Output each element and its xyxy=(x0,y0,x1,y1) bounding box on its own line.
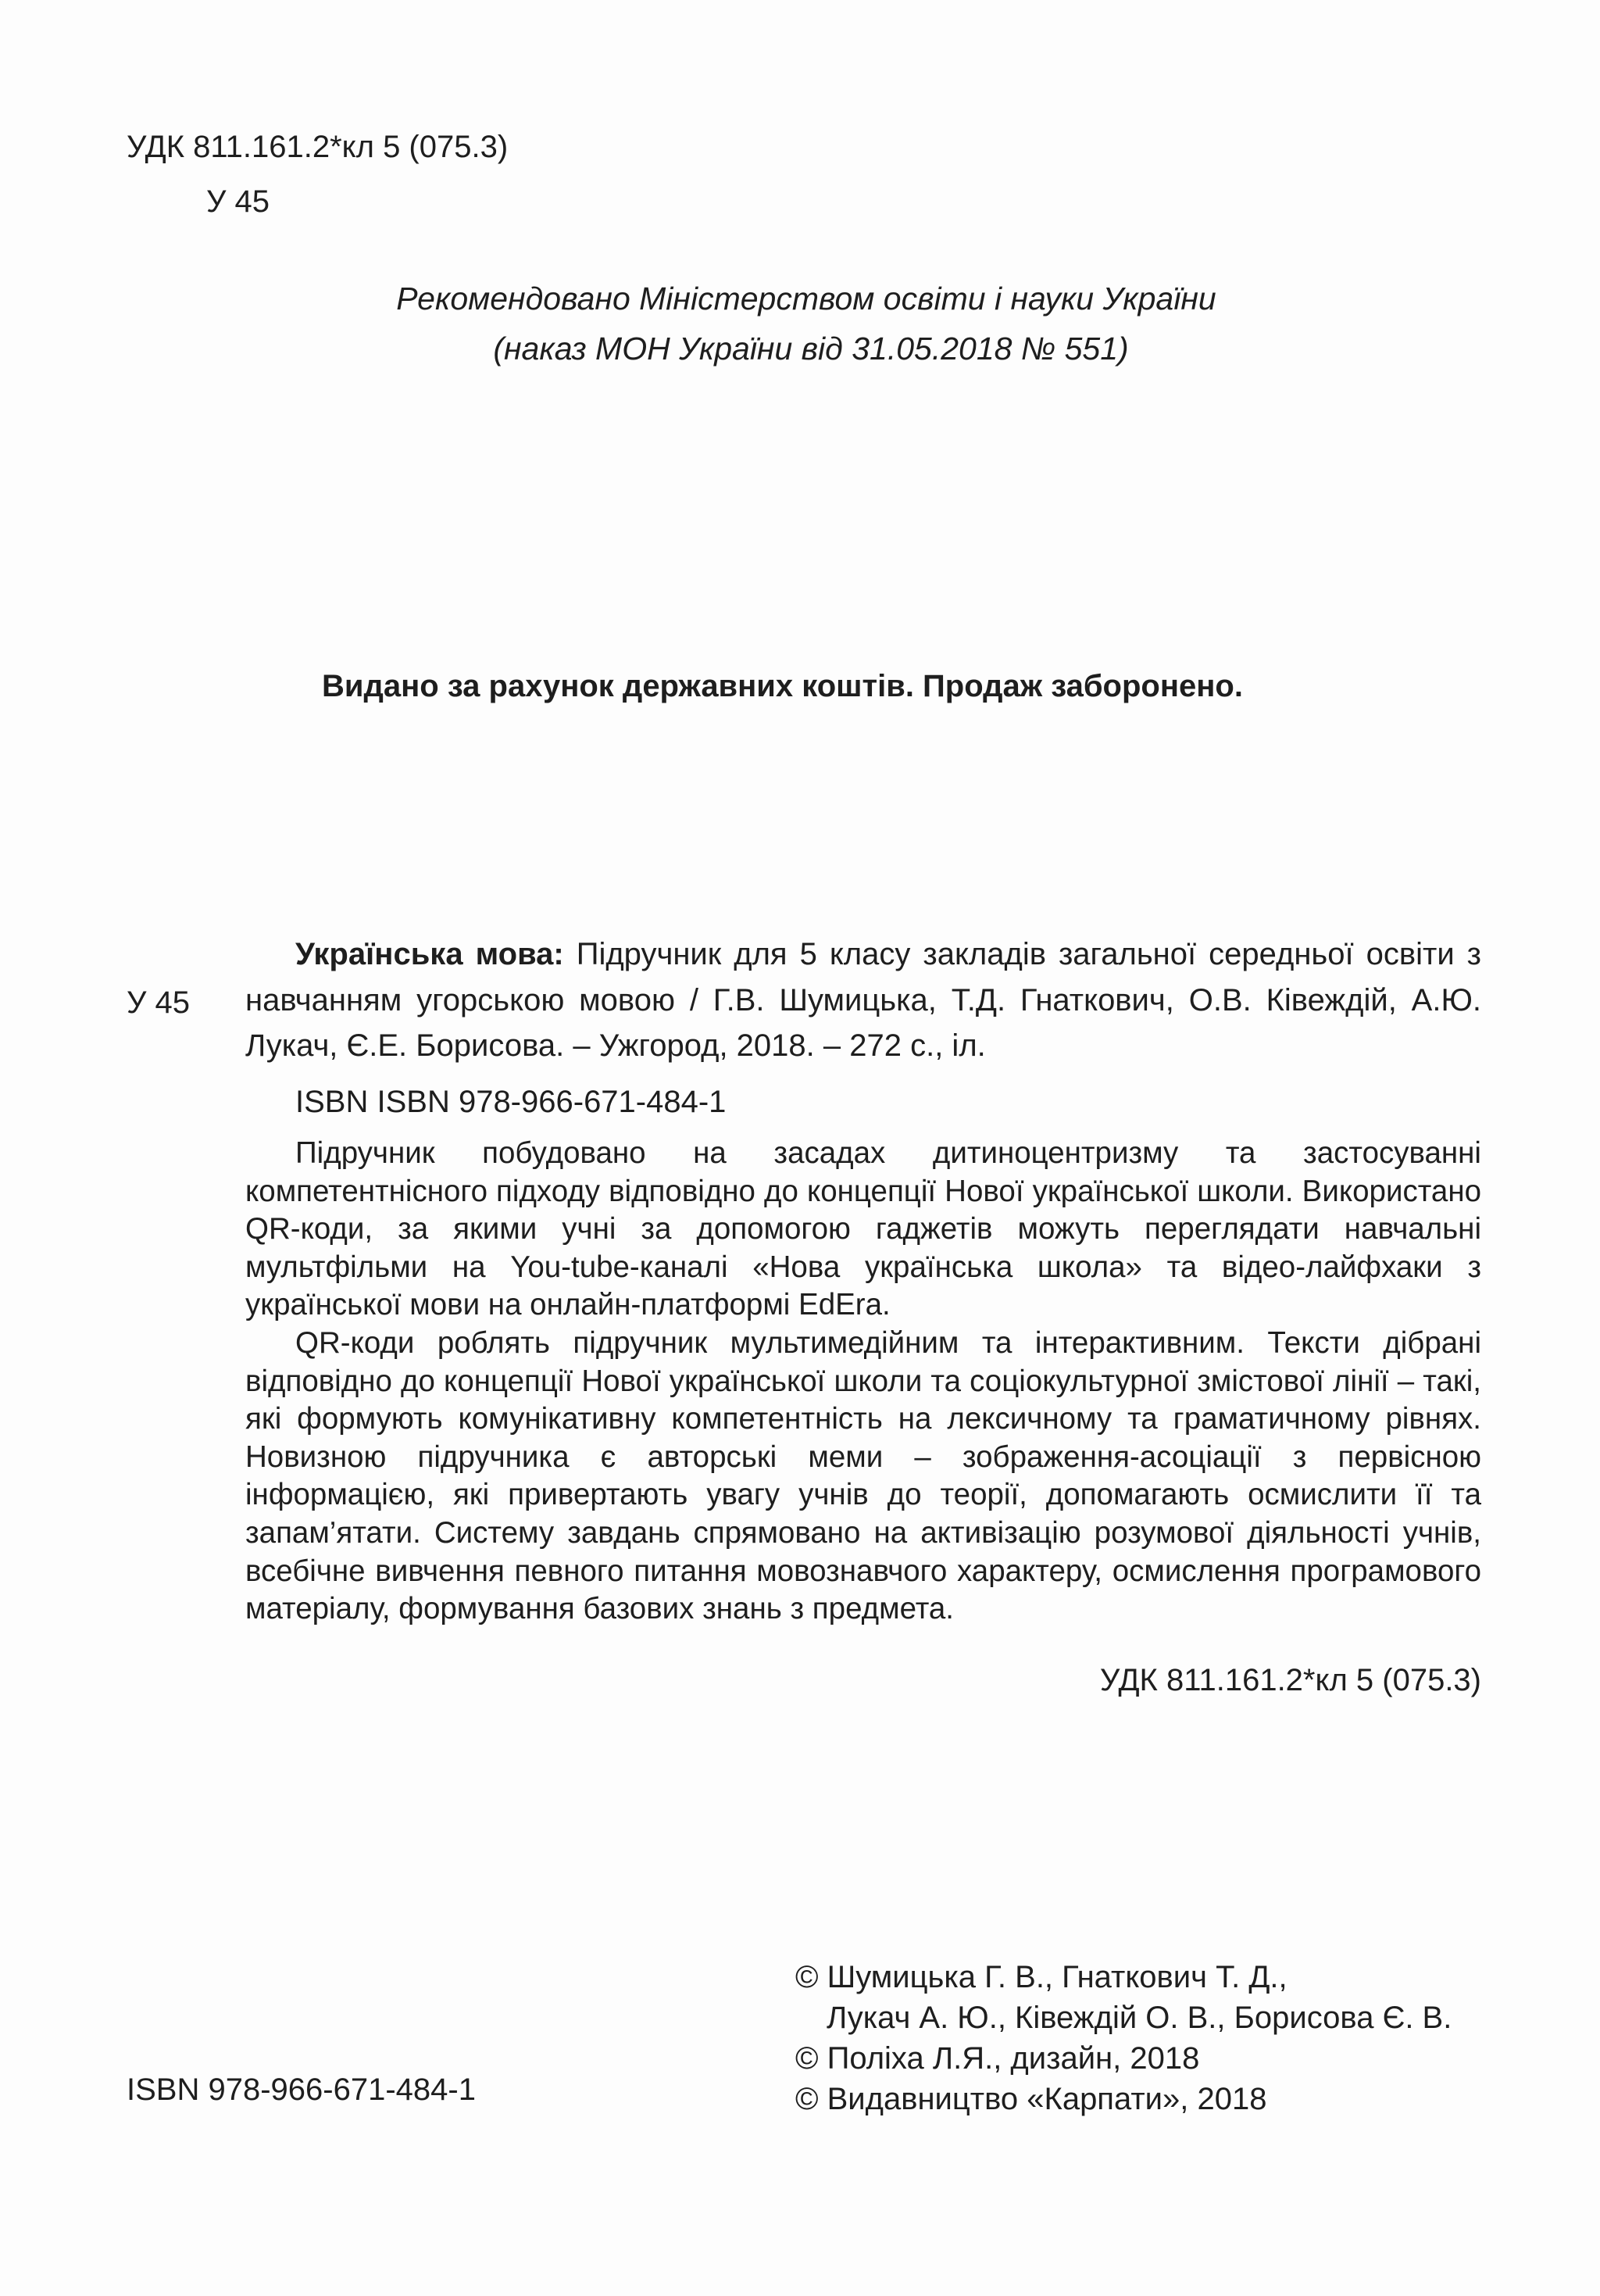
annotation xyxy=(245,1135,1481,1629)
copyright-publisher: © Видавництво «Карпати», 2018 xyxy=(795,2082,1267,2116)
copyright-authors-line-1: © Шумицька Г. В., Гнаткович Т. Д., xyxy=(795,1960,1288,1994)
isbn-bottom: ISBN 978-966-671-484-1 xyxy=(127,2072,476,2107)
copyright-authors-line-2: Лукач А. Ю., Ківеждій О. В., Борисова Є. В. xyxy=(827,2001,1452,2035)
book-description: Підручник для 5 класу закладів загальної середньої освіти з навчанням угорською мовою / Г.В. Шумицька, Т.Д. Гнаткович, О.В. Ківеждій, А.Ю. Лукач, Є.Е. Борисова. – Ужгород, 2018. – 272 с., іл. xyxy=(245,937,1481,1063)
book-title: Українська мова: xyxy=(295,937,564,971)
udk-classification-bottom: УДК 811.161.2*кл 5 (075.3) xyxy=(1099,1663,1481,1697)
udk-classification-top: УДК 811.161.2*кл 5 (075.3) xyxy=(127,130,509,164)
copyright-design: © Поліха Л.Я., дизайн, 2018 xyxy=(795,2041,1200,2076)
funded-notice: Видано за рахунок державних коштів. Продаж заборонено. xyxy=(322,669,1243,703)
annotation-paragraph-2: QR-коди роблять підручник мультимедійним та інтерактивним. Тексти дібрані відповідно до концепції Нової української школи та соціокультурної змістової лінії – такі, які формують комунікативну компетентність на лексичному та граматичному рівнях. Новизною підручника є авторські меми – зображення-асоціації з первісною інформацією, які привертають увагу учнів до теорії, допомагають осмислити її та запам’ятати. Систему завдань спрямовано на активізацію розумової діяльності учнів, всебічне вивчення певного питання мовознавчого характеру, осмислення програмового матеріалу, формування базових знань з предмета. xyxy=(245,1325,1481,1626)
author-code-top: У 45 xyxy=(206,184,270,219)
recommendation-line-1: Рекомендовано Міністерством освіти і науки України xyxy=(396,281,1216,317)
recommendation-order-line: (наказ МОН України від 31.05.2018 № 551) xyxy=(493,331,1129,367)
bibliographic-description xyxy=(245,932,1481,1069)
author-code-bibliographic: У 45 xyxy=(127,985,191,1020)
annotation-paragraph-1: Підручник побудовано на засадах дитиноцентризму та застосуванні компетентнісного підходу відповідно до концепції Нової української школи. Використано QR-коди, за якими учні за допомогою гаджетів можуть переглядати навчальні мультфільми на You-tube-каналі «Нова українська школа» та відео-лайфхаки з української мови на онлайн-платформі EdEra. xyxy=(245,1136,1481,1322)
isbn-bibliographic: ISBN ISBN 978-966-671-484-1 xyxy=(295,1085,727,1119)
ministry-recommendation xyxy=(0,274,1600,374)
copyright-block xyxy=(795,1957,1452,2119)
